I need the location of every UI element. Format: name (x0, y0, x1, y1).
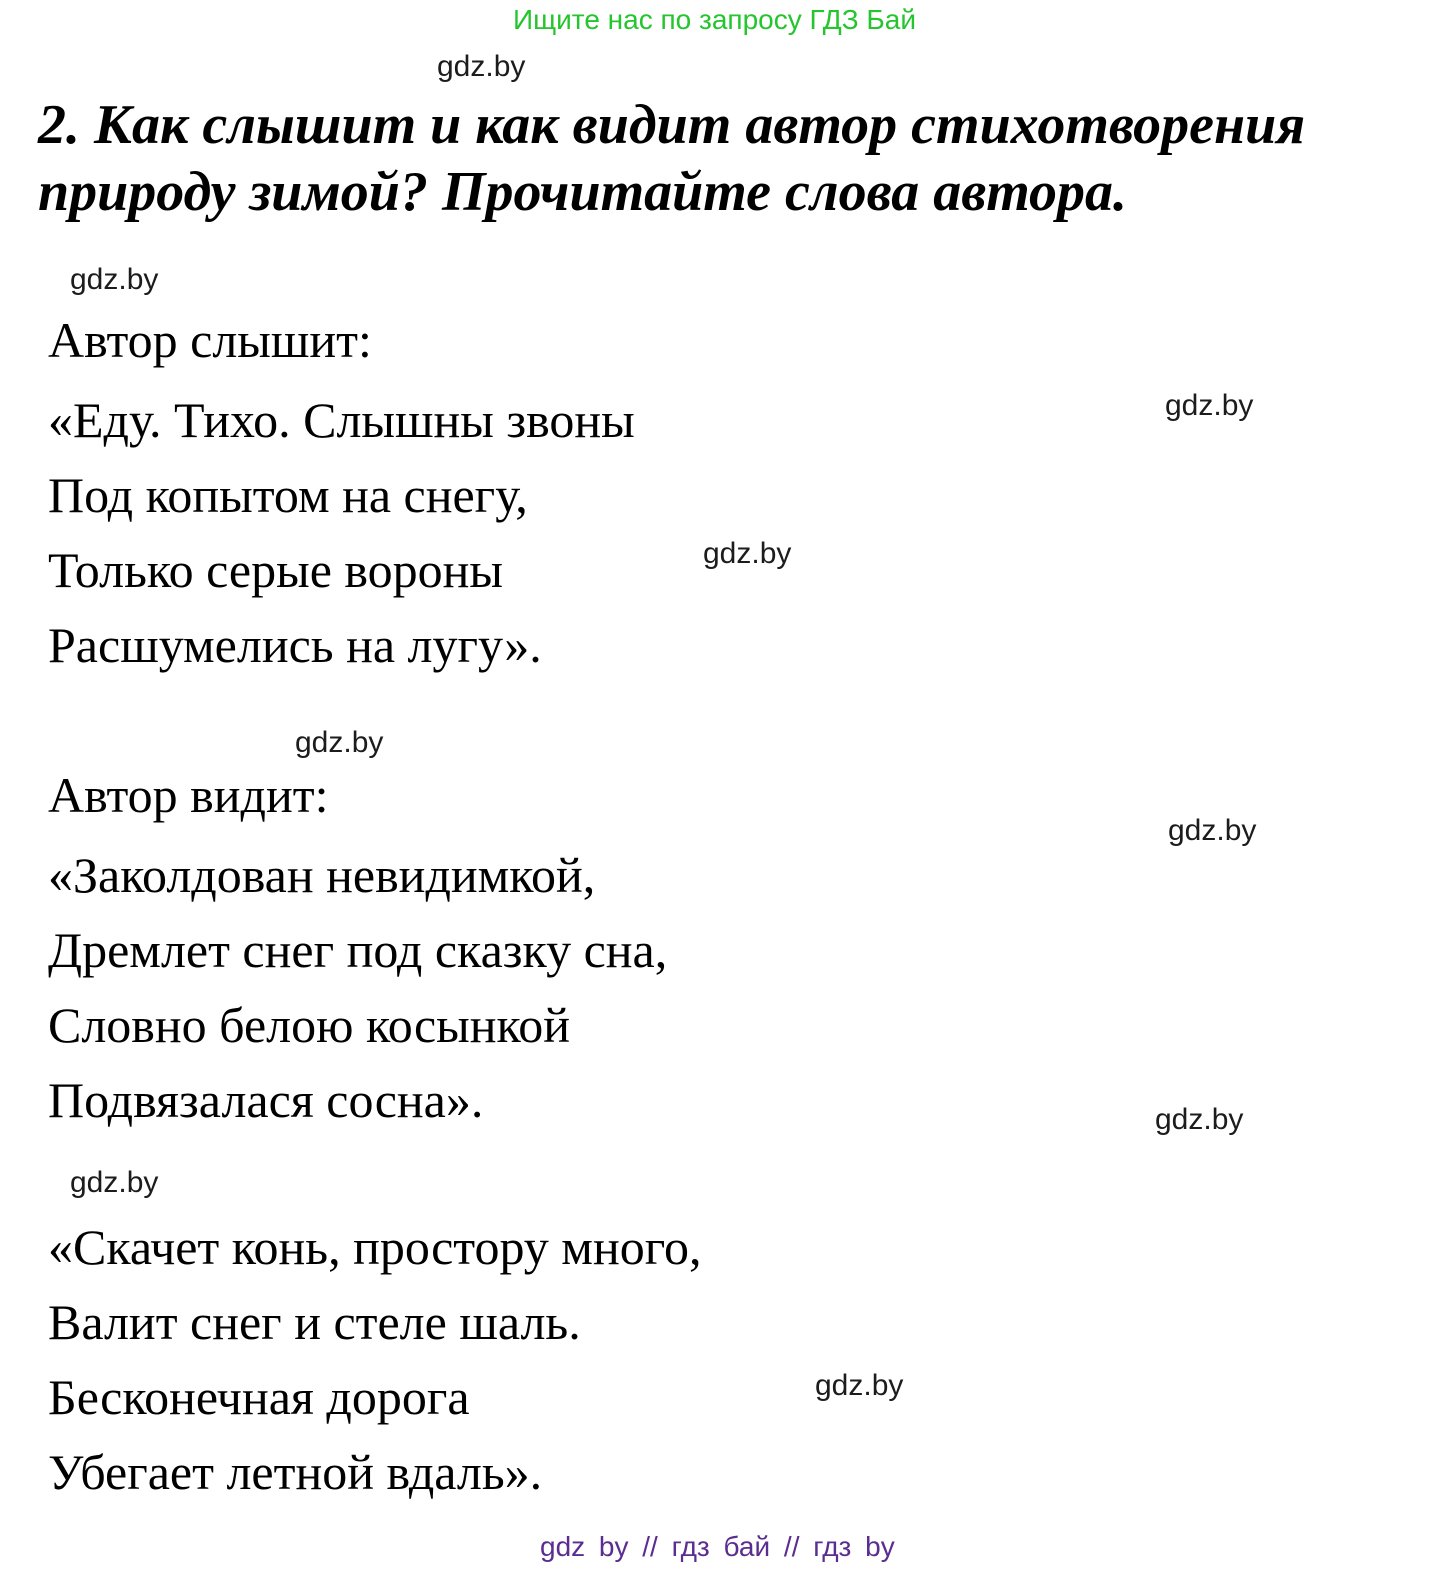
poem-line: Валит снег и стеле шаль. (48, 1294, 581, 1350)
poem-line: «Заколдован невидимкой, (48, 847, 596, 903)
stanza-intro: Автор слышит: (48, 312, 372, 368)
poem-line: Дремлет снег под сказку сна, (48, 922, 668, 978)
poem-line: Расшумелись на лугу». (48, 617, 542, 673)
watermark-gdz: gdz.by (703, 537, 792, 570)
poem-line: Подвязалася сосна». (48, 1072, 484, 1128)
poem-line: Только серые вороны (48, 542, 504, 598)
site-footer: gdz by // гдз бай // гдз by (540, 1531, 895, 1562)
watermark-gdz: gdz.by (815, 1369, 904, 1402)
task-heading-line: 2. Как слышит и как видит автор стихотворения (38, 94, 1306, 156)
stanza-intro: Автор видит: (48, 767, 329, 823)
poem-line: Бесконечная дорога (48, 1369, 470, 1425)
promo-banner: Ищите нас по запросу ГДЗ Бай (513, 4, 917, 35)
watermark-gdz: gdz.by (70, 263, 159, 296)
answer-block-sees (48, 758, 667, 1138)
task-heading-line: природу зимой? Прочитайте слова автора. (38, 161, 1128, 223)
answer-block-hears (48, 303, 635, 683)
watermark-gdz: gdz.by (437, 50, 526, 83)
poem-line: «Еду. Тихо. Слышны звоны (48, 392, 635, 448)
watermark-gdz: gdz.by (1165, 389, 1254, 422)
answer-block-third (48, 1210, 701, 1510)
watermark-gdz: gdz.by (295, 726, 384, 759)
poem-line: Под копытом на снегу, (48, 467, 528, 523)
watermark-gdz: gdz.by (70, 1166, 159, 1199)
task-heading (38, 92, 1418, 226)
poem-line: Словно белою косынкой (48, 997, 570, 1053)
watermark-gdz: gdz.by (1155, 1103, 1244, 1136)
poem-line: Убегает летной вдаль». (48, 1444, 543, 1500)
watermark-gdz: gdz.by (1168, 814, 1257, 847)
poem-line: «Скачет конь, простору много, (48, 1219, 702, 1275)
